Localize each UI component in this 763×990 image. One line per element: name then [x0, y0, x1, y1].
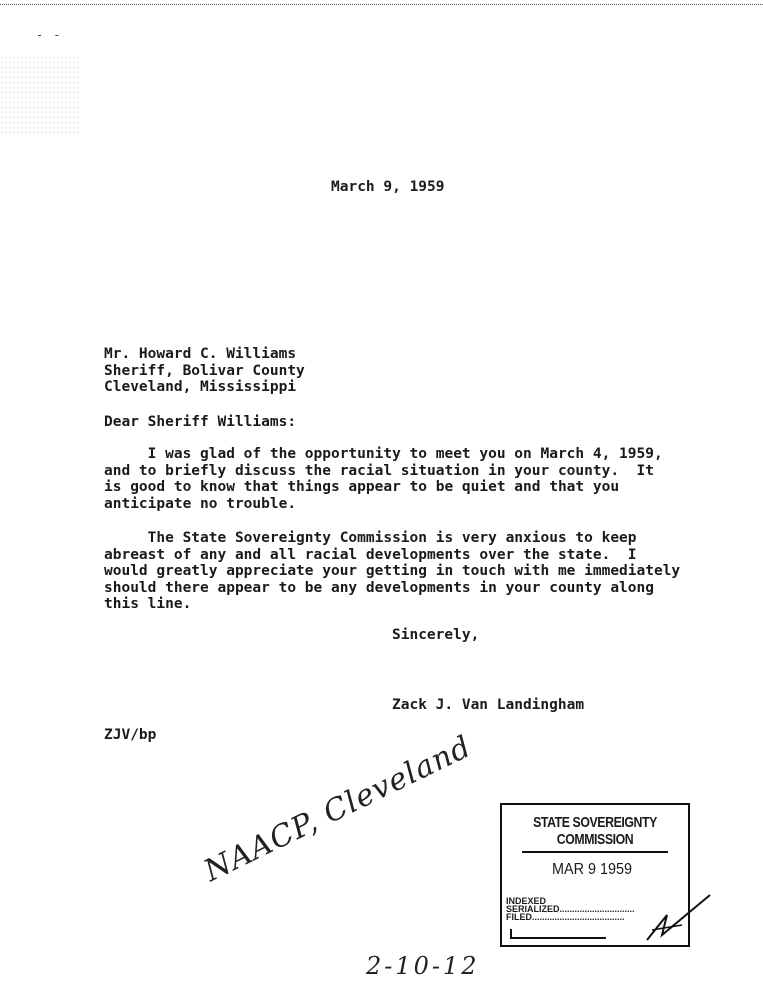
typist-initials: ZJV/bp: [104, 727, 157, 743]
body-paragraph-2: The State Sovereignty Commission is very anxious to keep abreast of any and all racial developments over the state. I would greatly appreciate your getting in touch with me immediately should there appear to be any developments in your county along this line.: [104, 530, 681, 612]
signer-name: Zack J. Van Landingham: [392, 697, 585, 713]
handwritten-note-naacp: NAACP, Cleveland: [198, 729, 478, 889]
scan-marks: --: [36, 28, 71, 42]
letter-date: March 9, 1959: [331, 179, 445, 195]
salutation: Dear Sheriff Williams:: [104, 414, 297, 430]
top-border: [0, 4, 763, 5]
stamp-title: STATE SOVEREIGNTY COMMISSION: [522, 814, 668, 853]
recipient-title: Sheriff, Bolivar County: [104, 362, 305, 379]
closing: Sincerely,: [392, 627, 480, 643]
recipient-address: [104, 346, 305, 396]
stamp-bracket: [510, 929, 606, 939]
stamp-indexed: INDEXED: [506, 897, 547, 905]
stamp-fields: INDEXED SERIALIZED.............................. FILED.....................................: [506, 897, 635, 921]
stamp-serialized: SERIALIZED: [506, 905, 560, 913]
handwritten-file-number: 2-10-12: [366, 952, 480, 980]
stamp-filed: FILED: [506, 913, 532, 921]
body-paragraph-1: I was glad of the opportunity to meet you on March 4, 1959, and to briefly discuss the racial situation in your county. It is good to know that things appear to be quiet and that you anticipate no trouble.: [104, 446, 663, 512]
recipient-name: Mr. Howard C. Williams: [104, 346, 297, 362]
recipient-city: Cleveland, Mississippi: [104, 379, 297, 395]
handwritten-checkmark-icon: [642, 885, 712, 945]
stamp-date: MAR 9 1959: [552, 861, 633, 878]
scan-speckle: [0, 55, 80, 135]
